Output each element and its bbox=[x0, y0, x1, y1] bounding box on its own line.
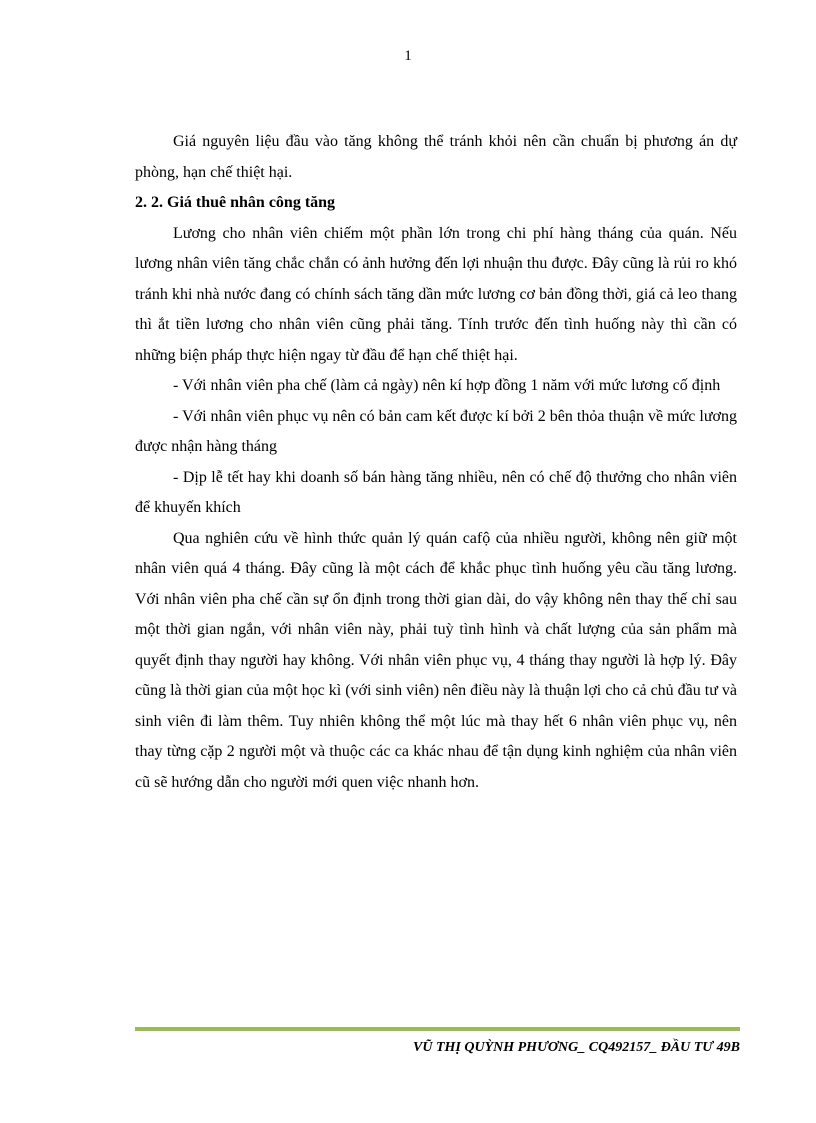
bullet-bartender: - Với nhân viên pha chế (làm cả ngày) nên kí hợp đồng 1 năm với mức lương cố định bbox=[173, 377, 721, 394]
footer-divider bbox=[135, 1027, 740, 1031]
document-body bbox=[135, 127, 737, 798]
paragraph-intro: Giá nguyên liệu đầu vào tăng không thể tránh khỏi nên cần chuẩn bị phương án dự phòng, hạn chế thiệt hại. bbox=[135, 133, 737, 181]
bullet-holiday: - Dịp lễ tết hay khi doanh số bán hàng tăng nhiều, nên có chế độ thưởng cho nhân viên để khuyến khích bbox=[135, 468, 737, 516]
footer-author: VŨ THỊ QUỲNH PHƯƠNG_ CQ492157_ ĐẦU TƯ 49B bbox=[413, 1040, 740, 1055]
page-number: 1 bbox=[404, 48, 412, 64]
section-heading: 2. 2. Giá thuê nhân công tăng bbox=[135, 194, 336, 211]
paragraph-salary: Lương cho nhân viên chiếm một phần lớn trong chi phí hàng tháng của quán. Nếu lương nhân viên tăng chắc chắn có ảnh hưởng đến lợi nhuận thu được. Đây cũng là rủi ro khó tránh khi nhà nước đang có chính sách tăng dần mức lương cơ bản đồng thời, giá cả leo thang thì ắt tiền lương cho nhân viên cũng phải tăng. Tính trước đến tình huống này thì cần có những biện pháp thực hiện ngay từ đầu để hạn chế thiệt hại. bbox=[135, 224, 737, 364]
paragraph-management: Qua nghiên cứu về hình thức quản lý quán cafộ của nhiều người, không nên giữ một nhân viên quá 4 tháng. Đây cũng là một cách để khắc phục tình huống yêu cầu tăng lương. Với nhân viên pha chế cần sự ổn định trong thời gian dài, do vậy không nên thay thế chỉ sau một thời gian ngắn, với nhân viên này, phải tuỳ tình hình và chất lượng của sản phẩm mà quyết định thay người hay không. Với nhân viên phục vụ, 4 tháng thay người là hợp lý. Đây cũng là thời gian của một học kì (với sinh viên) nên điều này là thuận lợi cho cả chủ đầu tư và sinh viên đi làm thêm. Tuy nhiên không thể một lúc mà thay hết 6 nhân viên phục vụ, nên thay từng cặp 2 người một và thuộc các ca khác nhau để tận dụng kinh nghiệm của nhân viên cũ sẽ hướng dẫn cho người mới quen việc nhanh hơn. bbox=[135, 529, 737, 791]
bullet-server: - Với nhân viên phục vụ nên có bản cam kết được kí bởi 2 bên thỏa thuận về mức lương được nhận hàng tháng bbox=[135, 407, 737, 455]
